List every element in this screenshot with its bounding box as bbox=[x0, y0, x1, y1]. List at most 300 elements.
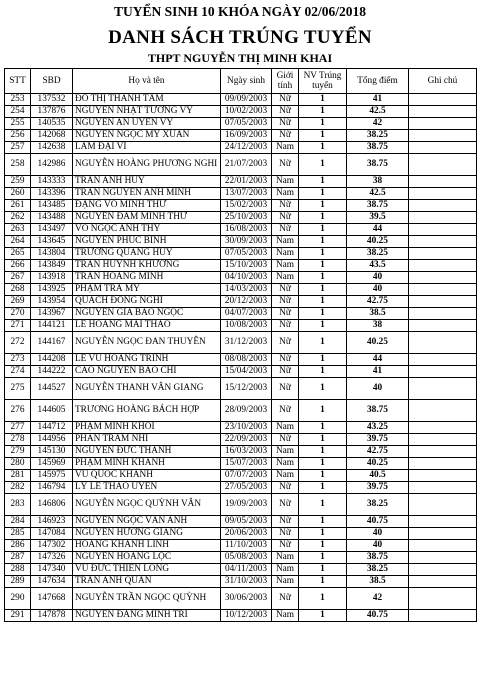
table-row bbox=[5, 482, 477, 494]
cell-name: HOÀNG KHÁNH LINH bbox=[73, 540, 221, 552]
cell-dob: 21/07/2003 bbox=[221, 154, 272, 176]
cell-sbd: 143333 bbox=[31, 176, 73, 188]
cell-note bbox=[409, 106, 477, 118]
cell-sbd: 143849 bbox=[31, 260, 73, 272]
cell-gender: Nữ bbox=[272, 94, 299, 106]
cell-gender: Nữ bbox=[272, 332, 299, 354]
cell-sbd: 145130 bbox=[31, 446, 73, 458]
table-row bbox=[5, 236, 477, 248]
cell-sbd: 147084 bbox=[31, 528, 73, 540]
table-row bbox=[5, 154, 477, 176]
cell-sbd: 144121 bbox=[31, 320, 73, 332]
cell-sbd: 146794 bbox=[31, 482, 73, 494]
cell-score: 39.75 bbox=[347, 482, 409, 494]
cell-dob: 08/08/2003 bbox=[221, 354, 272, 366]
table-row bbox=[5, 296, 477, 308]
col-header-note: Ghi chú bbox=[409, 69, 477, 94]
cell-choice: 1 bbox=[299, 588, 347, 610]
cell-dob: 22/09/2003 bbox=[221, 434, 272, 446]
cell-gender: Nam bbox=[272, 248, 299, 260]
cell-score: 40.5 bbox=[347, 470, 409, 482]
cell-note bbox=[409, 564, 477, 576]
cell-choice: 1 bbox=[299, 528, 347, 540]
cell-note bbox=[409, 308, 477, 320]
cell-stt: 271 bbox=[5, 320, 31, 332]
cell-score: 38.25 bbox=[347, 248, 409, 260]
cell-stt: 260 bbox=[5, 188, 31, 200]
cell-gender: Nữ bbox=[272, 212, 299, 224]
cell-dob: 07/05/2003 bbox=[221, 118, 272, 130]
cell-dob: 20/06/2003 bbox=[221, 528, 272, 540]
cell-gender: Nữ bbox=[272, 308, 299, 320]
cell-stt: 255 bbox=[5, 118, 31, 130]
cell-stt: 254 bbox=[5, 106, 31, 118]
cell-choice: 1 bbox=[299, 176, 347, 188]
cell-gender: Nữ bbox=[272, 354, 299, 366]
cell-note bbox=[409, 188, 477, 200]
cell-sbd: 144712 bbox=[31, 422, 73, 434]
table-row bbox=[5, 458, 477, 470]
cell-score: 42.75 bbox=[347, 296, 409, 308]
cell-dob: 11/10/2003 bbox=[221, 540, 272, 552]
cell-choice: 1 bbox=[299, 130, 347, 142]
cell-sbd: 144167 bbox=[31, 332, 73, 354]
cell-gender: Nữ bbox=[272, 224, 299, 236]
cell-note bbox=[409, 400, 477, 422]
cell-score: 40.75 bbox=[347, 610, 409, 622]
cell-gender: Nam bbox=[272, 552, 299, 564]
table-body bbox=[5, 94, 477, 622]
cell-dob: 07/05/2003 bbox=[221, 248, 272, 260]
cell-name: NGUYỄN THANH VÂN GIANG bbox=[73, 378, 221, 400]
cell-dob: 16/03/2003 bbox=[221, 446, 272, 458]
cell-choice: 1 bbox=[299, 434, 347, 446]
cell-name: NGUYỄN ĐỨC THÀNH bbox=[73, 446, 221, 458]
cell-note bbox=[409, 540, 477, 552]
cell-note bbox=[409, 200, 477, 212]
cell-choice: 1 bbox=[299, 118, 347, 130]
cell-choice: 1 bbox=[299, 540, 347, 552]
cell-score: 38.75 bbox=[347, 200, 409, 212]
cell-dob: 30/09/2003 bbox=[221, 236, 272, 248]
cell-score: 38.75 bbox=[347, 552, 409, 564]
cell-score: 43.25 bbox=[347, 422, 409, 434]
cell-gender: Nữ bbox=[272, 320, 299, 332]
cell-stt: 262 bbox=[5, 212, 31, 224]
col-header-name: Họ và tên bbox=[73, 69, 221, 94]
table-row bbox=[5, 332, 477, 354]
cell-dob: 15/07/2003 bbox=[221, 458, 272, 470]
cell-score: 42.5 bbox=[347, 106, 409, 118]
table-row bbox=[5, 308, 477, 320]
table-row bbox=[5, 434, 477, 446]
cell-name: NGUYỄN NHẬT TƯỜNG VY bbox=[73, 106, 221, 118]
cell-dob: 04/07/2003 bbox=[221, 308, 272, 320]
cell-gender: Nữ bbox=[272, 296, 299, 308]
cell-dob: 15/02/2003 bbox=[221, 200, 272, 212]
cell-name: TRẦN ANH QUÂN bbox=[73, 576, 221, 588]
cell-stt: 277 bbox=[5, 422, 31, 434]
table-row bbox=[5, 260, 477, 272]
cell-stt: 274 bbox=[5, 366, 31, 378]
cell-name: NGUYỄN NGỌC QUỲNH VÂN bbox=[73, 494, 221, 516]
cell-choice: 1 bbox=[299, 458, 347, 470]
table-row bbox=[5, 540, 477, 552]
cell-gender: Nam bbox=[272, 176, 299, 188]
cell-note bbox=[409, 552, 477, 564]
cell-stt: 266 bbox=[5, 260, 31, 272]
cell-choice: 1 bbox=[299, 308, 347, 320]
table-row bbox=[5, 130, 477, 142]
cell-sbd: 147634 bbox=[31, 576, 73, 588]
cell-dob: 15/04/2003 bbox=[221, 366, 272, 378]
table-row bbox=[5, 224, 477, 236]
cell-name: NGUYỄN HOÀNG PHƯƠNG NGHI bbox=[73, 154, 221, 176]
cell-name: TRẦN NGUYỄN ANH MINH bbox=[73, 188, 221, 200]
table-row bbox=[5, 400, 477, 422]
table-row bbox=[5, 494, 477, 516]
school-name: THPT NGUYỄN THỊ MINH KHAI bbox=[147, 51, 333, 65]
cell-dob: 16/08/2003 bbox=[221, 224, 272, 236]
cell-sbd: 146806 bbox=[31, 494, 73, 516]
col-header-dob: Ngày sinh bbox=[221, 69, 272, 94]
col-header-stt: STT bbox=[5, 69, 31, 94]
cell-name: VÕ NGỌC ANH THY bbox=[73, 224, 221, 236]
cell-gender: Nam bbox=[272, 470, 299, 482]
cell-stt: 283 bbox=[5, 494, 31, 516]
cell-stt: 265 bbox=[5, 248, 31, 260]
cell-name: NGUYỄN NGỌC ĐAN THUYÊN bbox=[73, 332, 221, 354]
cell-note bbox=[409, 248, 477, 260]
cell-note bbox=[409, 378, 477, 400]
cell-note bbox=[409, 212, 477, 224]
cell-name: NGUYỄN HOÀNG LỘC bbox=[73, 552, 221, 564]
cell-dob: 28/09/2003 bbox=[221, 400, 272, 422]
cell-stt: 278 bbox=[5, 434, 31, 446]
cell-name: NGUYỄN ĐĂNG MINH TRÍ bbox=[73, 610, 221, 622]
cell-note bbox=[409, 516, 477, 528]
cell-sbd: 142068 bbox=[31, 130, 73, 142]
cell-choice: 1 bbox=[299, 200, 347, 212]
cell-score: 42 bbox=[347, 588, 409, 610]
cell-sbd: 142638 bbox=[31, 142, 73, 154]
cell-name: TRẦN HOÀNG MINH bbox=[73, 272, 221, 284]
cell-choice: 1 bbox=[299, 494, 347, 516]
cell-dob: 24/12/2003 bbox=[221, 142, 272, 154]
cell-choice: 1 bbox=[299, 470, 347, 482]
cell-choice: 1 bbox=[299, 212, 347, 224]
cell-name: ĐỖ THỊ THANH TÂM bbox=[73, 94, 221, 106]
cell-stt: 269 bbox=[5, 296, 31, 308]
cell-sbd: 143967 bbox=[31, 308, 73, 320]
cell-sbd: 137532 bbox=[31, 94, 73, 106]
table-row bbox=[5, 446, 477, 458]
cell-choice: 1 bbox=[299, 224, 347, 236]
cell-dob: 10/08/2003 bbox=[221, 320, 272, 332]
cell-name: VŨ ĐỨC THIÊN LONG bbox=[73, 564, 221, 576]
cell-choice: 1 bbox=[299, 552, 347, 564]
cell-note bbox=[409, 482, 477, 494]
col-header-choice: NV Trúng tuyển bbox=[299, 69, 347, 94]
cell-name: TRẦN ANH HUY bbox=[73, 176, 221, 188]
cell-note bbox=[409, 176, 477, 188]
cell-dob: 20/12/2003 bbox=[221, 296, 272, 308]
cell-score: 38.25 bbox=[347, 494, 409, 516]
cell-note bbox=[409, 332, 477, 354]
cell-score: 38 bbox=[347, 176, 409, 188]
cell-stt: 286 bbox=[5, 540, 31, 552]
cell-name: NGUYỄN HƯƠNG GIANG bbox=[73, 528, 221, 540]
table-row bbox=[5, 176, 477, 188]
cell-name: NGUYỄN TRẦN NGỌC QUỲNH bbox=[73, 588, 221, 610]
cell-name: NGUYỄN ĐẢM MINH THƯ bbox=[73, 212, 221, 224]
cell-dob: 16/09/2003 bbox=[221, 130, 272, 142]
col-header-sbd: SBD bbox=[31, 69, 73, 94]
cell-sbd: 147668 bbox=[31, 588, 73, 610]
cell-gender: Nữ bbox=[272, 482, 299, 494]
cell-gender: Nam bbox=[272, 576, 299, 588]
cell-gender: Nữ bbox=[272, 540, 299, 552]
cell-choice: 1 bbox=[299, 154, 347, 176]
cell-choice: 1 bbox=[299, 378, 347, 400]
cell-note bbox=[409, 118, 477, 130]
cell-gender: Nữ bbox=[272, 516, 299, 528]
cell-gender: Nữ bbox=[272, 378, 299, 400]
table-row bbox=[5, 588, 477, 610]
cell-score: 44 bbox=[347, 224, 409, 236]
cell-dob: 15/12/2003 bbox=[221, 378, 272, 400]
cell-sbd: 144956 bbox=[31, 434, 73, 446]
cell-score: 42 bbox=[347, 118, 409, 130]
cell-name: LÊ HOÀNG MAI THẢO bbox=[73, 320, 221, 332]
cell-stt: 284 bbox=[5, 516, 31, 528]
cell-note bbox=[409, 366, 477, 378]
cell-note bbox=[409, 528, 477, 540]
cell-stt: 289 bbox=[5, 576, 31, 588]
cell-choice: 1 bbox=[299, 516, 347, 528]
cell-choice: 1 bbox=[299, 188, 347, 200]
cell-name: TRƯƠNG QUANG HUY bbox=[73, 248, 221, 260]
cell-sbd: 144208 bbox=[31, 354, 73, 366]
cell-sbd: 143954 bbox=[31, 296, 73, 308]
cell-note bbox=[409, 296, 477, 308]
table-row bbox=[5, 248, 477, 260]
cell-sbd: 143925 bbox=[31, 284, 73, 296]
cell-gender: Nữ bbox=[272, 366, 299, 378]
cell-stt: 281 bbox=[5, 470, 31, 482]
table-row bbox=[5, 610, 477, 622]
cell-dob: 15/10/2003 bbox=[221, 260, 272, 272]
cell-gender: Nữ bbox=[272, 118, 299, 130]
cell-dob: 13/07/2003 bbox=[221, 188, 272, 200]
cell-note bbox=[409, 272, 477, 284]
cell-note bbox=[409, 236, 477, 248]
cell-note bbox=[409, 588, 477, 610]
table-header bbox=[5, 69, 477, 94]
cell-choice: 1 bbox=[299, 236, 347, 248]
cell-note bbox=[409, 446, 477, 458]
cell-stt: 290 bbox=[5, 588, 31, 610]
cell-gender: Nữ bbox=[272, 400, 299, 422]
cell-gender: Nữ bbox=[272, 284, 299, 296]
table-row bbox=[5, 94, 477, 106]
cell-dob: 19/09/2003 bbox=[221, 494, 272, 516]
cell-choice: 1 bbox=[299, 320, 347, 332]
cell-choice: 1 bbox=[299, 94, 347, 106]
cell-dob: 27/05/2003 bbox=[221, 482, 272, 494]
cell-choice: 1 bbox=[299, 248, 347, 260]
cell-name: NGUYỄN GIA BẢO NGỌC bbox=[73, 308, 221, 320]
cell-note bbox=[409, 142, 477, 154]
table-row bbox=[5, 142, 477, 154]
cell-stt: 264 bbox=[5, 236, 31, 248]
cell-gender: Nam bbox=[272, 564, 299, 576]
cell-dob: 04/11/2003 bbox=[221, 564, 272, 576]
cell-name: TRƯƠNG HOÀNG BÁCH HỢP bbox=[73, 400, 221, 422]
cell-name: TRẦN HUỲNH KHƯƠNG bbox=[73, 260, 221, 272]
cell-stt: 268 bbox=[5, 284, 31, 296]
cell-stt: 291 bbox=[5, 610, 31, 622]
cell-score: 40 bbox=[347, 540, 409, 552]
cell-gender: Nữ bbox=[272, 154, 299, 176]
cell-dob: 25/10/2003 bbox=[221, 212, 272, 224]
cell-choice: 1 bbox=[299, 446, 347, 458]
cell-sbd: 143497 bbox=[31, 224, 73, 236]
cell-stt: 287 bbox=[5, 552, 31, 564]
cell-gender: Nam bbox=[272, 446, 299, 458]
table-row bbox=[5, 320, 477, 332]
cell-name: LÊ VŨ HOÀNG TRINH bbox=[73, 354, 221, 366]
table-row bbox=[5, 470, 477, 482]
cell-score: 41 bbox=[347, 94, 409, 106]
cell-sbd: 145975 bbox=[31, 470, 73, 482]
cell-name: NGUYỄN AN UYÊN VY bbox=[73, 118, 221, 130]
cell-gender: Nam bbox=[272, 236, 299, 248]
cell-choice: 1 bbox=[299, 576, 347, 588]
table-row bbox=[5, 354, 477, 366]
cell-stt: 258 bbox=[5, 154, 31, 176]
cell-gender: Nam bbox=[272, 260, 299, 272]
table-row bbox=[5, 366, 477, 378]
cell-choice: 1 bbox=[299, 610, 347, 622]
cell-dob: 31/12/2003 bbox=[221, 332, 272, 354]
cell-score: 44 bbox=[347, 354, 409, 366]
cell-choice: 1 bbox=[299, 366, 347, 378]
cell-sbd: 137876 bbox=[31, 106, 73, 118]
cell-gender: Nữ bbox=[272, 200, 299, 212]
cell-score: 39.75 bbox=[347, 434, 409, 446]
table-row bbox=[5, 378, 477, 400]
cell-sbd: 143488 bbox=[31, 212, 73, 224]
cell-sbd: 140535 bbox=[31, 118, 73, 130]
cell-stt: 282 bbox=[5, 482, 31, 494]
cell-name: VŨ QUỐC KHÁNH bbox=[73, 470, 221, 482]
cell-stt: 276 bbox=[5, 400, 31, 422]
cell-choice: 1 bbox=[299, 296, 347, 308]
cell-sbd: 145969 bbox=[31, 458, 73, 470]
table-row bbox=[5, 284, 477, 296]
cell-choice: 1 bbox=[299, 422, 347, 434]
cell-sbd: 146923 bbox=[31, 516, 73, 528]
cell-stt: 275 bbox=[5, 378, 31, 400]
cell-gender: Nam bbox=[272, 422, 299, 434]
cell-stt: 280 bbox=[5, 458, 31, 470]
cell-gender: Nữ bbox=[272, 528, 299, 540]
cell-score: 38.5 bbox=[347, 576, 409, 588]
table-row bbox=[5, 106, 477, 118]
cell-dob: 09/05/2003 bbox=[221, 516, 272, 528]
cell-name: QUÁCH ĐÔNG NGHI bbox=[73, 296, 221, 308]
cell-note bbox=[409, 94, 477, 106]
cell-note bbox=[409, 154, 477, 176]
cell-score: 38.75 bbox=[347, 142, 409, 154]
cell-note bbox=[409, 260, 477, 272]
cell-name: CAO NGUYỄN BẢO CHI bbox=[73, 366, 221, 378]
cell-choice: 1 bbox=[299, 272, 347, 284]
cell-gender: Nữ bbox=[272, 130, 299, 142]
cell-dob: 07/07/2003 bbox=[221, 470, 272, 482]
cell-stt: 253 bbox=[5, 94, 31, 106]
cell-note bbox=[409, 422, 477, 434]
cell-sbd: 147340 bbox=[31, 564, 73, 576]
cell-stt: 267 bbox=[5, 272, 31, 284]
cell-sbd: 144605 bbox=[31, 400, 73, 422]
cell-dob: 30/06/2003 bbox=[221, 588, 272, 610]
cell-choice: 1 bbox=[299, 482, 347, 494]
cell-dob: 10/02/2003 bbox=[221, 106, 272, 118]
cell-score: 40 bbox=[347, 528, 409, 540]
cell-gender: Nam bbox=[272, 142, 299, 154]
cell-choice: 1 bbox=[299, 260, 347, 272]
table-row bbox=[5, 422, 477, 434]
cell-stt: 261 bbox=[5, 200, 31, 212]
cell-gender: Nữ bbox=[272, 494, 299, 516]
cell-gender: Nam bbox=[272, 458, 299, 470]
cell-sbd: 142986 bbox=[31, 154, 73, 176]
table-row bbox=[5, 200, 477, 212]
col-header-score: Tổng điểm bbox=[347, 69, 409, 94]
cell-gender: Nữ bbox=[272, 434, 299, 446]
table-row bbox=[5, 188, 477, 200]
cell-note bbox=[409, 354, 477, 366]
cell-stt: 285 bbox=[5, 528, 31, 540]
cell-score: 40.75 bbox=[347, 516, 409, 528]
cell-gender: Nam bbox=[272, 188, 299, 200]
cell-note bbox=[409, 320, 477, 332]
cell-gender: Nữ bbox=[272, 106, 299, 118]
cell-note bbox=[409, 434, 477, 446]
cell-score: 40.25 bbox=[347, 332, 409, 354]
cell-score: 40 bbox=[347, 378, 409, 400]
cell-choice: 1 bbox=[299, 142, 347, 154]
cell-sbd: 143485 bbox=[31, 200, 73, 212]
cell-gender: Nam bbox=[272, 272, 299, 284]
cell-score: 39.5 bbox=[347, 212, 409, 224]
cell-score: 41 bbox=[347, 366, 409, 378]
cell-sbd: 144222 bbox=[31, 366, 73, 378]
cell-stt: 288 bbox=[5, 564, 31, 576]
cell-score: 42.5 bbox=[347, 188, 409, 200]
cell-score: 38.25 bbox=[347, 130, 409, 142]
cell-note bbox=[409, 576, 477, 588]
cell-stt: 270 bbox=[5, 308, 31, 320]
cell-gender: Nam bbox=[272, 610, 299, 622]
cell-dob: 09/09/2003 bbox=[221, 94, 272, 106]
cell-dob: 04/10/2003 bbox=[221, 272, 272, 284]
cell-name: NGUYỄN NGỌC VÂN ANH bbox=[73, 516, 221, 528]
admission-table bbox=[4, 68, 477, 622]
cell-stt: 273 bbox=[5, 354, 31, 366]
